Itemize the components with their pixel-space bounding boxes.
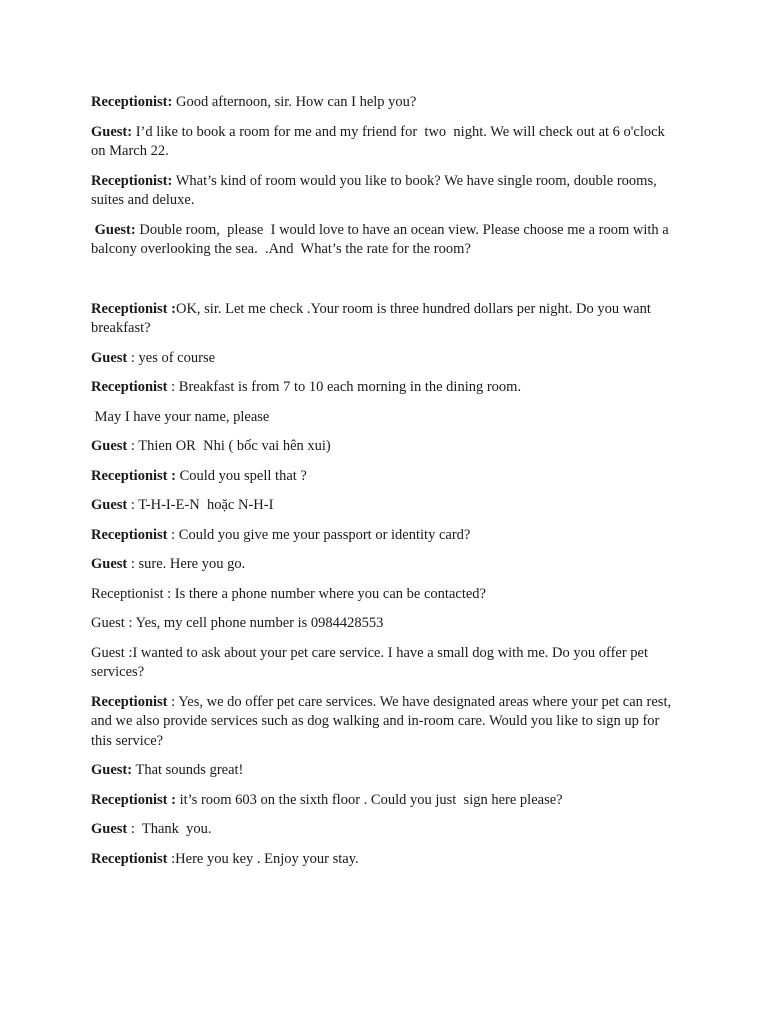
dialogue-line xyxy=(91,93,681,113)
line-text: Receptionist : Is there a phone number where you can be contacted? xyxy=(91,585,486,602)
line-text: Good afternoon, sir. How can I help you? xyxy=(172,94,417,110)
line-text: What’s kind of room would you like to book? We have single room, double rooms, suites and deluxe. xyxy=(91,172,661,208)
speaker-label: Guest: xyxy=(94,221,136,238)
speaker-label: Receptionist: xyxy=(91,172,173,189)
dialogue-line xyxy=(91,614,681,634)
dialogue-line xyxy=(91,693,681,752)
dialogue-line xyxy=(91,526,681,546)
line-text: Guest : Yes, my cell phone number is 0984428553 xyxy=(91,615,384,631)
dialogue-line xyxy=(91,555,681,575)
line-text: I’d like to book a room for me and my friend for two night. We will check out at 6 o'clock on March 22. xyxy=(91,123,669,159)
speaker-label: Guest xyxy=(91,438,128,454)
dialogue-body xyxy=(91,93,681,879)
line-text: :Here you key . Enjoy your stay. xyxy=(167,850,359,867)
speaker-label: Receptionist xyxy=(91,526,168,543)
speaker-label: Receptionist : xyxy=(91,467,176,484)
dialogue-line xyxy=(91,585,681,605)
dialogue-line xyxy=(91,644,681,683)
line-text: May I have your name, please xyxy=(91,408,270,425)
speaker-label: Receptionist xyxy=(91,850,168,867)
line-text: : sure. Here you go. xyxy=(127,556,246,572)
line-text: : Thien OR Nhi ( bốc vai hên xui) xyxy=(127,438,331,454)
line-text: : T-H-I-E-N hoặc N-H-I xyxy=(127,497,274,513)
dialogue-line xyxy=(91,172,681,211)
speaker-label: Guest xyxy=(91,556,128,572)
dialogue-line xyxy=(91,408,681,428)
speaker-label: Receptionist xyxy=(91,693,168,710)
dialogue-line xyxy=(91,496,681,516)
speaker-label: Guest xyxy=(91,349,128,366)
line-text: That sounds great! xyxy=(132,762,244,778)
line-text: Guest :I wanted to ask about your pet care service. I have a small dog with me. Do you offer pet services? xyxy=(91,644,652,680)
dialogue-line xyxy=(91,761,681,781)
line-text: it’s room 603 on the sixth floor . Could you just sign here please? xyxy=(175,791,563,808)
line-text: : yes of course xyxy=(127,349,216,366)
dialogue-line xyxy=(91,850,681,870)
speaker-label: Receptionist: xyxy=(91,94,173,110)
dialogue-line xyxy=(91,349,681,369)
dialogue-line xyxy=(91,791,681,811)
dialogue-line xyxy=(91,378,681,398)
line-text: : Yes, we do offer pet care services. We have designated areas where your pet can rest, and we also provide services such as dog walking and in-room care. Would you like to sign up for this service? xyxy=(91,693,675,749)
dialogue-line xyxy=(91,467,681,487)
speaker-label: Guest xyxy=(91,821,128,837)
speaker-label: Receptionist : xyxy=(91,791,176,808)
line-text: Double room, please I would love to have an ocean view. Please choose me a room with a balcony overlooking the sea. .And What’s the rate for the room? xyxy=(91,221,673,257)
line-text: OK, sir. Let me check .Your room is three hundred dollars per night. Do you want breakfast? xyxy=(91,300,655,336)
line-text: : Breakfast is from 7 to 10 each morning in the dining room. xyxy=(167,379,522,395)
dialogue-line xyxy=(91,437,681,457)
dialogue-line xyxy=(91,221,681,260)
dialogue-line xyxy=(91,300,681,339)
speaker-label: Receptionist xyxy=(91,379,168,395)
dialogue-line xyxy=(91,123,681,162)
line-text: Could you spell that ? xyxy=(175,467,307,484)
speaker-label: Guest: xyxy=(91,762,133,778)
line-text: : Thank you. xyxy=(127,821,212,837)
speaker-label: Guest: xyxy=(91,123,133,140)
speaker-label: Guest xyxy=(91,497,128,513)
speaker-label: Receptionist : xyxy=(91,300,176,317)
line-text: : Could you give me your passport or identity card? xyxy=(167,526,471,543)
dialogue-line xyxy=(91,820,681,840)
